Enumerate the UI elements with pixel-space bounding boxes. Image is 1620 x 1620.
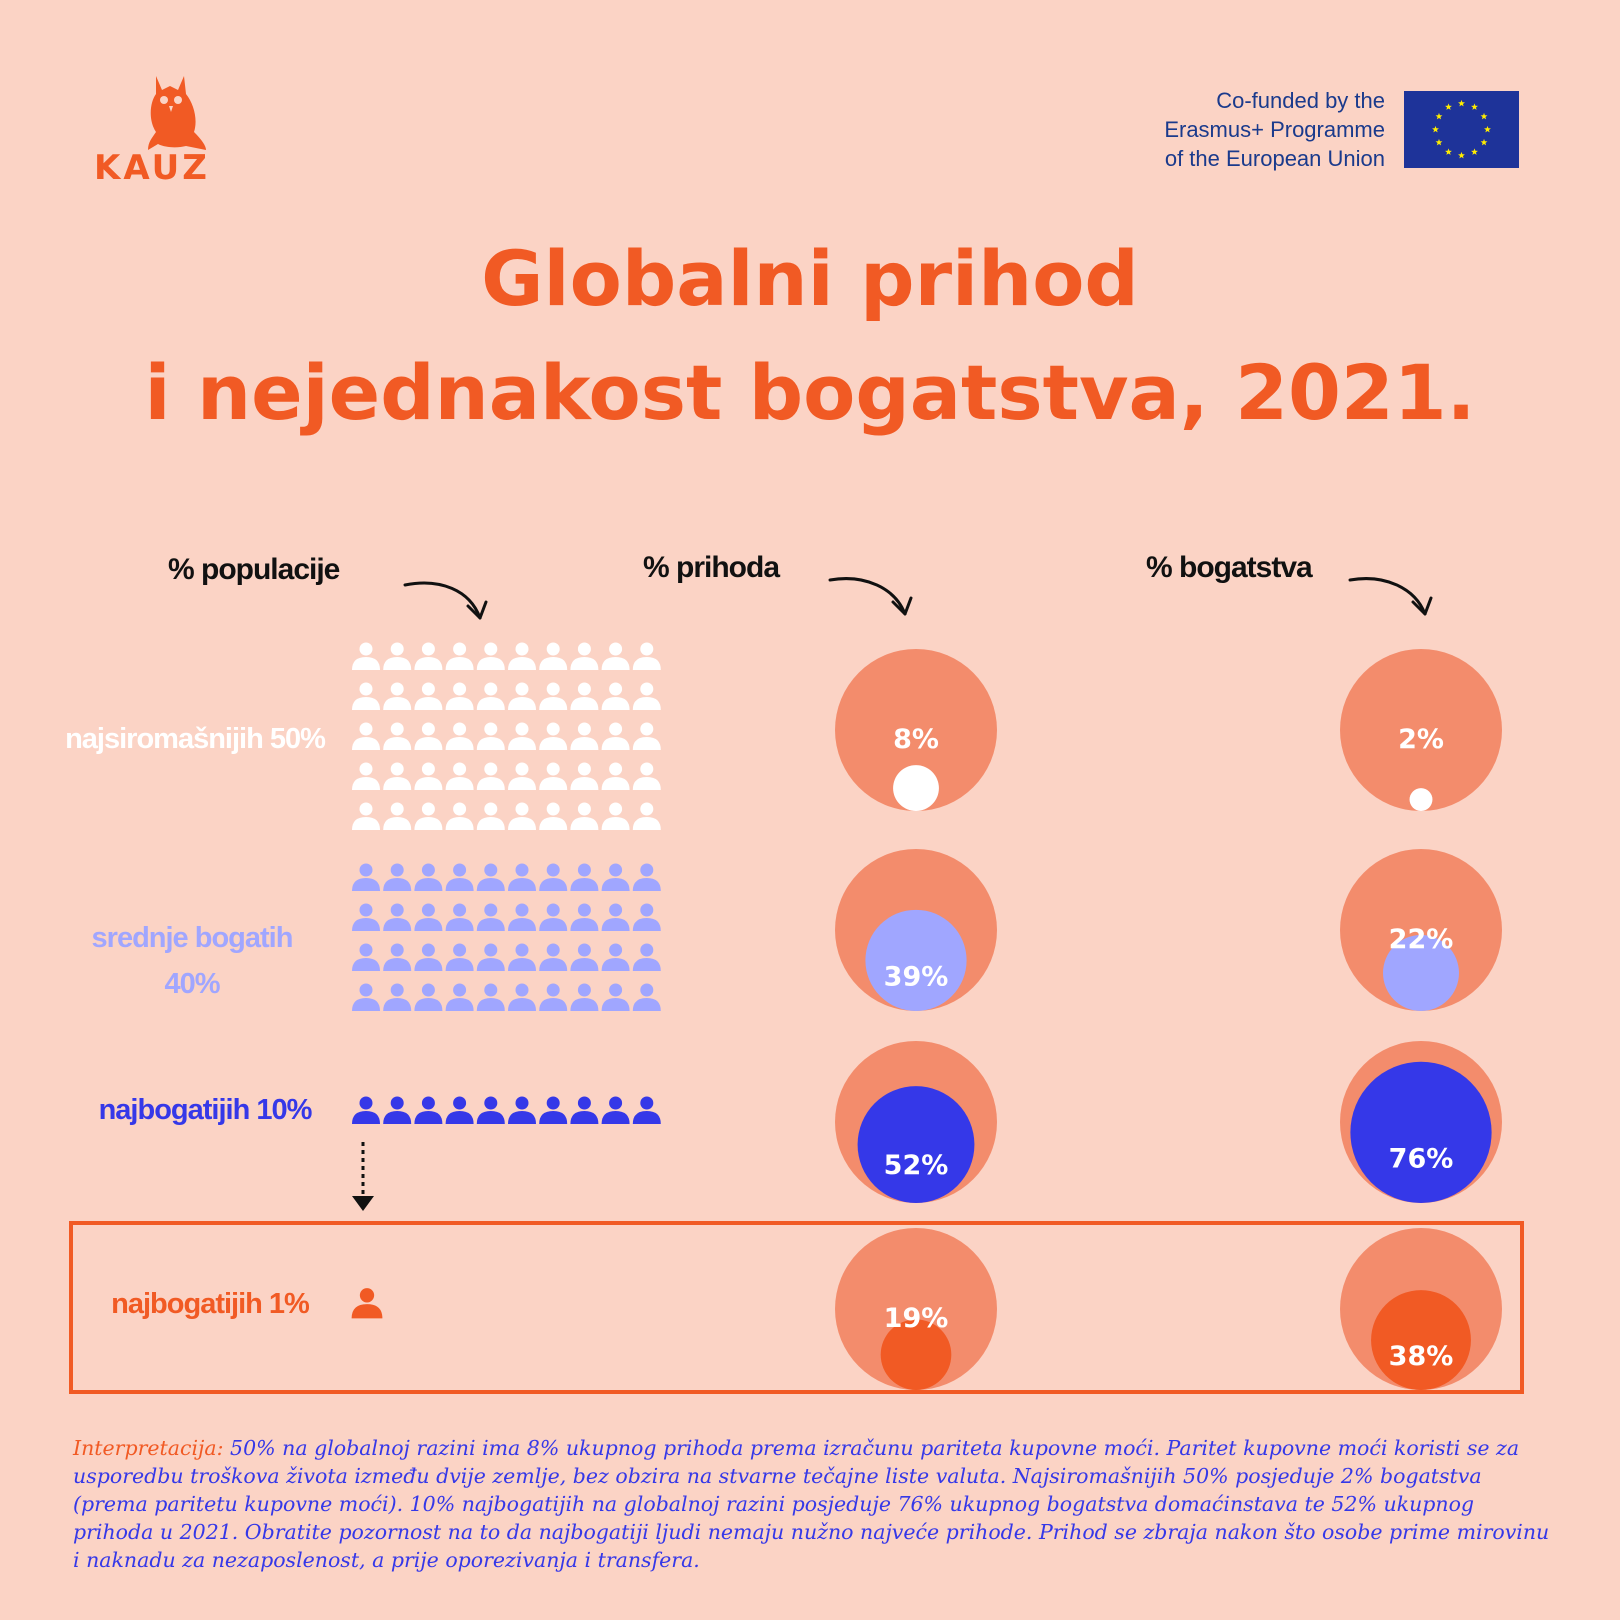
person-icon (477, 683, 505, 711)
person-icon (508, 763, 536, 791)
person-icon (477, 643, 505, 671)
person-icon (414, 763, 442, 791)
person-icon (446, 944, 474, 972)
person-icon (602, 643, 630, 671)
person-icon (352, 763, 380, 791)
person-icon (477, 1097, 505, 1125)
person-icon (508, 683, 536, 711)
interpretation-text (73, 1434, 1553, 1574)
person-icon (633, 763, 661, 791)
person-icon (352, 984, 380, 1012)
person-icon (633, 1097, 661, 1125)
eu-line-2: Erasmus+ Programme (1164, 117, 1385, 142)
income-circle-3 (835, 1228, 997, 1390)
person-icon (602, 1097, 630, 1125)
person-icon (633, 864, 661, 892)
wealth-circle-2-label: 76% (1388, 1143, 1454, 1175)
person-icon (383, 944, 411, 972)
wealth-circle-3-label: 38% (1388, 1341, 1454, 1373)
person-icon (446, 803, 474, 831)
income-circle-1-inner (865, 910, 966, 1011)
person-icon (602, 803, 630, 831)
person-icon (633, 944, 661, 972)
person-icon (539, 1097, 567, 1125)
person-icon (539, 944, 567, 972)
person-icon (602, 984, 630, 1012)
person-icon (383, 984, 411, 1012)
person-icon (633, 984, 661, 1012)
person-icon (539, 763, 567, 791)
person-icon (570, 683, 598, 711)
wealth-circle-1 (1340, 849, 1502, 1011)
person-icon (602, 904, 630, 932)
eu-line-3: of the European Union (1164, 146, 1385, 171)
person-icon (477, 904, 505, 932)
wealth-circle-2 (1340, 1041, 1502, 1203)
interpretation-body: 50% na globalnoj razini ima 8% ukupnog prihoda prema izračunu pariteta kupovne moći. Paritet kupovne moći koristi se za usporedbu troškova života između dvije zemlje, bez obzira na stvarne tečajne liste valuta. Najsiromašnijih 50% posjeduje 2% bogatstva (prema paritetu kupovne moći). 10% najbogatijih na globalnoj razini posjeduje 76% ukupnog bogatstva domaćinstava te 52% ukupnog prihoda u 2021. Obratite pozornost na to da najbogatiji ljudi nemaju nužno najveće prihode. Prihod se zbraja nakon što osobe prime mirovinu i naknadu za nezaposlenost, a prije oporezivanja i transfera. (73, 1436, 1550, 1572)
person-icon (570, 763, 598, 791)
person-icon (446, 864, 474, 892)
person-icon (570, 984, 598, 1012)
person-icon (446, 683, 474, 711)
person-icon (352, 1097, 380, 1125)
person-icon (477, 864, 505, 892)
wealth-circle-1-label: 22% (1388, 924, 1454, 955)
label-middle-40-line-1: srednje bogatih (91, 922, 293, 954)
person-icon (508, 904, 536, 932)
person-icon (446, 904, 474, 932)
income-circle-0 (835, 649, 997, 811)
eu-line-1: Co-funded by the (1216, 88, 1385, 113)
person-icon (539, 904, 567, 932)
person-icon (446, 723, 474, 751)
header-arrow-income (830, 579, 905, 614)
header-income: % prihoda (643, 551, 780, 584)
income-circle-0-inner (893, 765, 939, 811)
income-circle-1-label: 39% (883, 961, 949, 993)
person-icon (414, 864, 442, 892)
title-line-1: Globalni prihod (481, 234, 1139, 323)
person-icon (633, 683, 661, 711)
person-icon (383, 643, 411, 671)
person-icon (539, 803, 567, 831)
wealth-circle-2-inner (1350, 1062, 1491, 1203)
header-arrow-population (405, 583, 480, 618)
person-icon (446, 643, 474, 671)
person-icon (414, 803, 442, 831)
person-icon (570, 803, 598, 831)
person-icon (602, 683, 630, 711)
income-circle-1 (835, 849, 997, 1011)
person-icon (414, 683, 442, 711)
person-icon (383, 864, 411, 892)
person-icon (508, 944, 536, 972)
person-icon (446, 1097, 474, 1125)
wealth-circle-0-inner (1410, 788, 1433, 811)
person-icon (383, 683, 411, 711)
wealth-circle-3 (1340, 1228, 1502, 1390)
income-circle-0-label: 8% (893, 724, 939, 755)
person-icon (352, 683, 380, 711)
person-icon (446, 984, 474, 1012)
person-icon (539, 643, 567, 671)
wealth-circle-0 (1340, 649, 1502, 811)
person-icon (352, 803, 380, 831)
person-icon (633, 723, 661, 751)
person-icon (602, 944, 630, 972)
person-icon (602, 723, 630, 751)
person-icon (383, 803, 411, 831)
person-icon (570, 944, 598, 972)
person-icon (446, 763, 474, 791)
person-icon (477, 723, 505, 751)
person-icon (539, 723, 567, 751)
person-icon (539, 864, 567, 892)
person-icon (539, 683, 567, 711)
person-icon (633, 904, 661, 932)
person-icon (570, 904, 598, 932)
person-icon (352, 723, 380, 751)
person-icon (352, 1288, 383, 1318)
label-bottom-50: najsiromašnijih 50% (65, 723, 325, 755)
income-circle-2-label: 52% (883, 1149, 949, 1181)
person-icon (477, 803, 505, 831)
header-population: % populacije (168, 553, 340, 586)
person-icon (352, 944, 380, 972)
title-line-2: i nejednakost bogatstva, 2021. (144, 348, 1476, 437)
header-wealth: % bogatstva (1146, 551, 1312, 584)
person-icon (602, 864, 630, 892)
person-icon (414, 1097, 442, 1125)
person-icon (383, 904, 411, 932)
person-icon (508, 803, 536, 831)
person-icon (352, 643, 380, 671)
person-icon (383, 763, 411, 791)
person-icon (383, 723, 411, 751)
person-icon (539, 984, 567, 1012)
person-icon (414, 723, 442, 751)
person-icon (508, 984, 536, 1012)
interpretation-label: Interpretacija: (73, 1436, 224, 1460)
header-arrow-wealth (1350, 579, 1425, 614)
income-circle-2 (835, 1041, 997, 1203)
person-icon (508, 1097, 536, 1125)
person-icon (570, 864, 598, 892)
person-icon (414, 944, 442, 972)
person-icon (477, 763, 505, 791)
person-icon (633, 643, 661, 671)
person-icon (352, 904, 380, 932)
person-icon (414, 904, 442, 932)
income-circle-3-label: 19% (883, 1303, 949, 1334)
person-icon (633, 803, 661, 831)
logo-wordmark: KAUZ (94, 148, 210, 188)
person-icon (570, 643, 598, 671)
person-icon (602, 763, 630, 791)
person-icon (570, 1097, 598, 1125)
person-icon (414, 643, 442, 671)
person-icon (570, 723, 598, 751)
person-icon (477, 984, 505, 1012)
person-icon (508, 723, 536, 751)
person-icon (508, 643, 536, 671)
person-icon (477, 944, 505, 972)
person-icon (508, 864, 536, 892)
dotted-arrow-head (352, 1196, 374, 1211)
income-circle-2-inner (858, 1086, 975, 1203)
person-icon (414, 984, 442, 1012)
person-icon (383, 1097, 411, 1125)
wealth-circle-0-label: 2% (1398, 724, 1444, 755)
label-top-1: najbogatijih 1% (111, 1288, 309, 1320)
person-icon (352, 864, 380, 892)
label-top-10: najbogatijih 10% (98, 1094, 312, 1126)
label-middle-40-line-2: 40% (164, 968, 220, 1000)
